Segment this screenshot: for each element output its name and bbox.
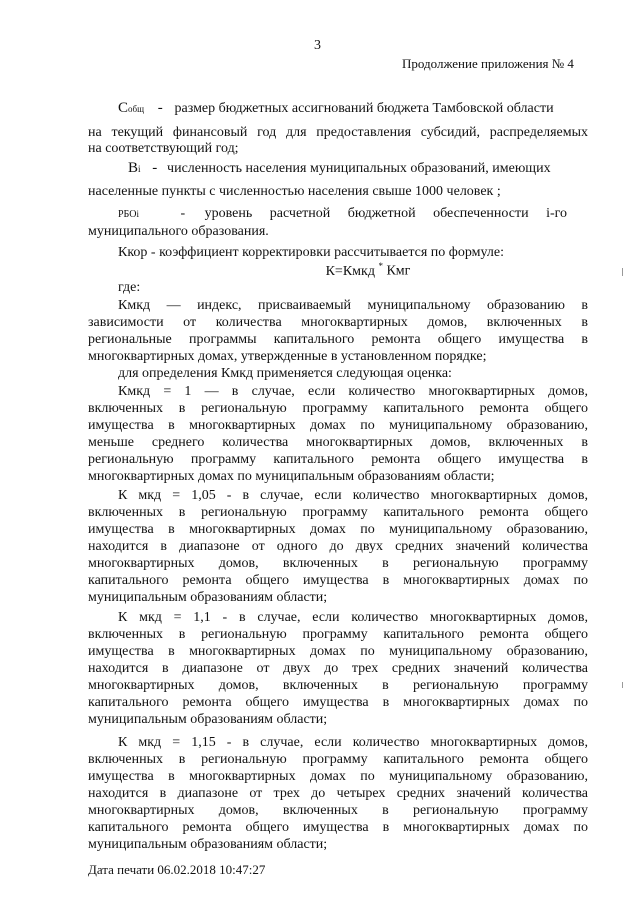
text-line: К мкд = 1,05 - в случае, если количество многоквартирных домов, (118, 488, 588, 503)
page-number: 3 (314, 38, 321, 53)
text-line: многоквартирных домах по муниципальным образованиям области; (88, 469, 495, 484)
text-line: капитального ремонта общего имущества в многоквартирных домах по (88, 573, 588, 588)
text-line: имущества в многоквартирных домах по муниципальному образованию, (88, 418, 588, 433)
scan-mark (622, 268, 623, 276)
text-line: многоквартирных домах, утвержденные в установленном порядке; (88, 349, 487, 364)
text-line: капитального ремонта общего имущества в многоквартирных домах по (88, 695, 588, 710)
text-line: Кмкд — индекс, присваиваемый муниципальному образованию в (118, 298, 588, 313)
text-line: включенных в региональную программу капитального ремонта общего (88, 752, 588, 767)
gde-label: где: (118, 280, 141, 295)
print-date: Дата печати 06.02.2018 10:47:27 (88, 862, 266, 877)
text-line: находится в диапазоне от одного до двух средних значений количества (88, 539, 588, 554)
text-line: муниципального образования. (88, 224, 269, 239)
text-line: многоквартирных домов, включенных в региональную программу (88, 556, 588, 571)
text-line: включенных в региональную программу капитального ремонта общего (88, 401, 588, 416)
text-line: муниципальным образованиям области; (88, 590, 328, 605)
scan-mark (622, 682, 623, 688)
text-line: К мкд = 1,1 - в случае, если количество многоквартирных домов, (118, 610, 588, 625)
text-line: многоквартирных домов, включенных в региональную программу (88, 678, 588, 693)
text-line: К мкд = 1,15 - в случае, если количество многоквартирных домов, (118, 735, 588, 750)
text-line: включенных в региональную программу капитального ремонта общего (88, 627, 588, 642)
text-line: зависимости от количества многоквартирных домов, включенных в (88, 315, 588, 330)
text-line: населенные пункты с численностью населения свыше 1000 человек ; (88, 184, 501, 199)
continuation-header: Продолжение приложения № 4 (402, 56, 574, 71)
text-line: региональную программу капитального ремонта общего имущества в (88, 452, 588, 467)
text-line: для определения Кмкд применяется следующая оценка: (118, 366, 452, 381)
text-line: на соответствующий год; (88, 141, 239, 156)
text-line: муниципальным образованиям области; (88, 712, 328, 727)
formula: К=Кмкд * Кмг (325, 261, 411, 279)
text-line: имущества в многоквартирных домах по муниципальному образованию, (88, 769, 588, 784)
text-line: региональные программы капитального ремонта общего имущества в (88, 332, 588, 347)
text-line: имущества в многоквартирных домах по муниципальному образованию, (88, 644, 588, 659)
text-line: многоквартирных домов, включенных в региональную программу (88, 803, 588, 818)
symbol-rbo-i: РБОi - уровень расчетной бюджетной обеспеченности i-го (118, 206, 568, 221)
text-line: находится в диапазоне от трех до четырех средних значений количества (88, 786, 588, 801)
text-line: Кмкд = 1 — в случае, если количество многоквартирных домов, (118, 384, 588, 399)
kkor-line: Ккор - коэффициент корректировки рассчитывается по формуле: (118, 245, 504, 260)
text-line: на текущий финансовый год для предоставления субсидий, распределяемых (88, 125, 588, 140)
text-line: капитального ремонта общего имущества в многоквартирных домах по (88, 820, 588, 835)
text-line: включенных в региональную программу капитального ремонта общего (88, 505, 588, 520)
text-line: находится в диапазоне от двух до трех средних значений количества (88, 661, 588, 676)
symbol-b-i: Вi - численность населения муниципальных образований, имеющих (128, 160, 551, 176)
text-line: муниципальным образованиям области; (88, 837, 328, 852)
text-line: имущества в многоквартирных домах по муниципальному образованию, (88, 522, 588, 537)
symbol-s-total: Собщ - размер бюджетных ассигнований бюджета Тамбовской области (118, 100, 554, 116)
text-line: меньше среднего количества многоквартирных домов, включенных в (88, 435, 588, 450)
